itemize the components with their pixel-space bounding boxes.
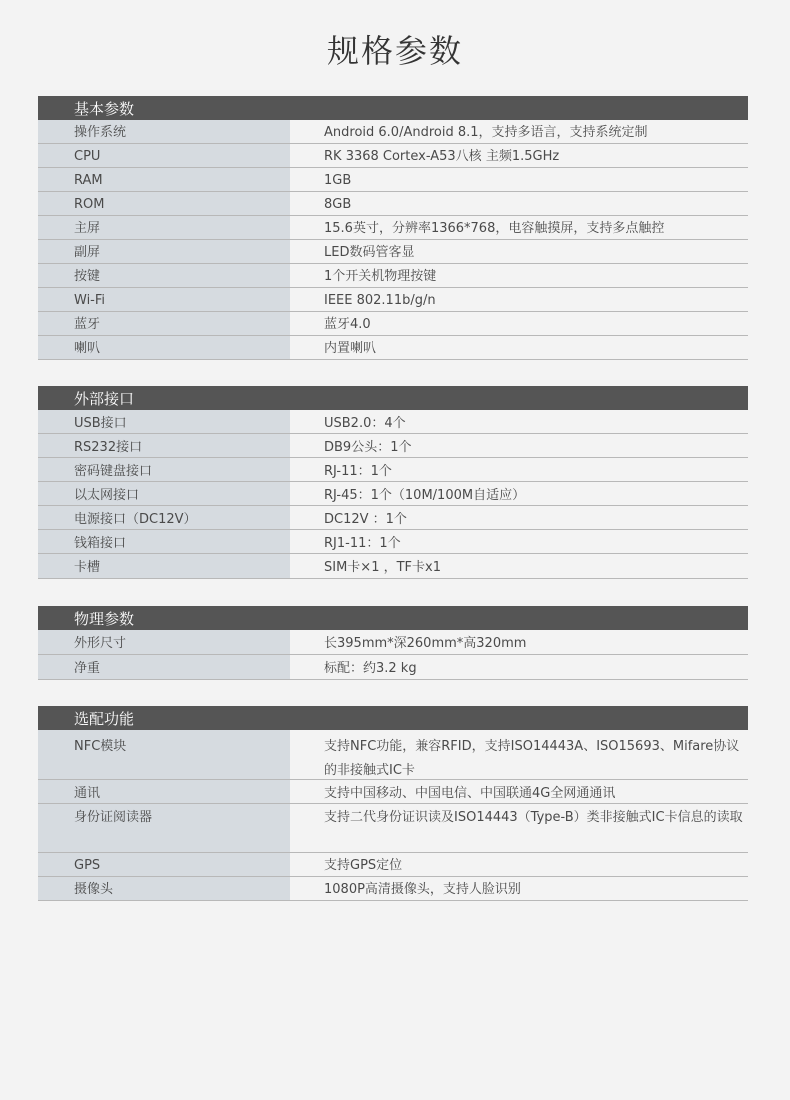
section-header: 基本参数 [38,96,748,120]
table-row [38,530,748,554]
row-value: 支持GPS定位 [324,858,403,873]
row-value: SIM卡×1 ，TF卡x1 [324,560,441,575]
row-value: 标配：约3.2 kg [324,661,417,676]
spec-section-interfaces [38,386,748,579]
row-label: RS232接口 [38,434,290,457]
row-label: Wi-Fi [38,288,290,311]
table-row [38,630,748,655]
table-row [38,240,748,264]
table-row [38,264,748,288]
row-label: 卡槽 [38,554,290,578]
row-label: USB接口 [38,410,290,433]
row-value: 支持二代身份证识读及ISO14443（Type-B）类非接触式IC卡信息的读取 [324,810,743,825]
row-value: 支持中国移动、中国电信、中国联通4G全网通通讯 [324,786,616,801]
row-label: 按键 [38,264,290,287]
table-row [38,144,748,168]
table-row [38,877,748,901]
table-row [38,410,748,434]
row-value: IEEE 802.11b/g/n [324,293,436,308]
row-value: RK 3368 Cortex-A53八核 主频1.5GHz [324,149,560,164]
row-label: 摄像头 [38,877,290,900]
row-label: 外形尺寸 [38,630,290,654]
row-label: 净重 [38,655,290,679]
row-label: RAM [38,168,290,191]
row-label: 主屏 [38,216,290,239]
row-label: 钱箱接口 [38,530,290,553]
row-label: 通讯 [38,780,290,803]
table-row [38,482,748,506]
row-label: 以太网接口 [38,482,290,505]
row-value: RJ-45：1个（10M/100M自适应） [324,488,526,503]
row-label: 电源接口（DC12V） [38,506,290,529]
row-value: 1080P高清摄像头，支持人脸识别 [324,882,521,897]
table-row [38,730,748,780]
row-value: 支持NFC功能，兼容RFID，支持ISO14443A、ISO15693、Mifare协议的非接触式IC卡 [324,739,740,778]
table-row [38,434,748,458]
row-value: 8GB [324,197,352,212]
row-label: 身份证阅读器 [38,804,290,852]
table-row [38,780,748,804]
row-label: CPU [38,144,290,167]
table-row [38,655,748,680]
table-row [38,554,748,579]
page-title: 规格参数 [326,32,463,70]
row-label: 操作系统 [38,120,290,143]
spec-section-physical [38,606,748,680]
row-label: NFC模块 [38,730,290,779]
row-label: ROM [38,192,290,215]
spec-section-options [38,706,748,901]
table-row [38,288,748,312]
table-row [38,120,748,144]
section-header: 外部接口 [38,386,748,410]
table-row [38,458,748,482]
row-label: 密码键盘接口 [38,458,290,481]
table-row [38,192,748,216]
table-row [38,216,748,240]
row-value: DC12V ：1个 [324,512,407,527]
row-label: GPS [38,853,290,876]
table-row [38,312,748,336]
row-value: 长395mm*深260mm*高320mm [324,636,527,651]
table-row [38,168,748,192]
row-value: 蓝牙4.0 [324,317,371,332]
row-value: RJ-11：1个 [324,464,392,479]
row-label: 喇叭 [38,336,290,359]
row-value: 15.6英寸，分辨率1366*768，电容触摸屏，支持多点触控 [324,221,665,236]
row-value: 1GB [324,173,352,188]
table-row [38,853,748,877]
section-header: 选配功能 [38,706,748,730]
row-value: 内置喇叭 [324,341,377,356]
row-value: 1个开关机物理按键 [324,269,437,284]
row-value: LED数码管客显 [324,245,415,260]
row-value: RJ1-11：1个 [324,536,401,551]
spec-section-basic [38,96,748,360]
row-value: DB9公头：1个 [324,440,412,455]
section-header: 物理参数 [38,606,748,630]
row-label: 副屏 [38,240,290,263]
table-row [38,506,748,530]
table-row [38,804,748,853]
row-value: Android 6.0/Android 8.1，支持多语言，支持系统定制 [324,125,648,140]
table-row [38,336,748,360]
row-label: 蓝牙 [38,312,290,335]
row-value: USB2.0：4个 [324,416,406,431]
